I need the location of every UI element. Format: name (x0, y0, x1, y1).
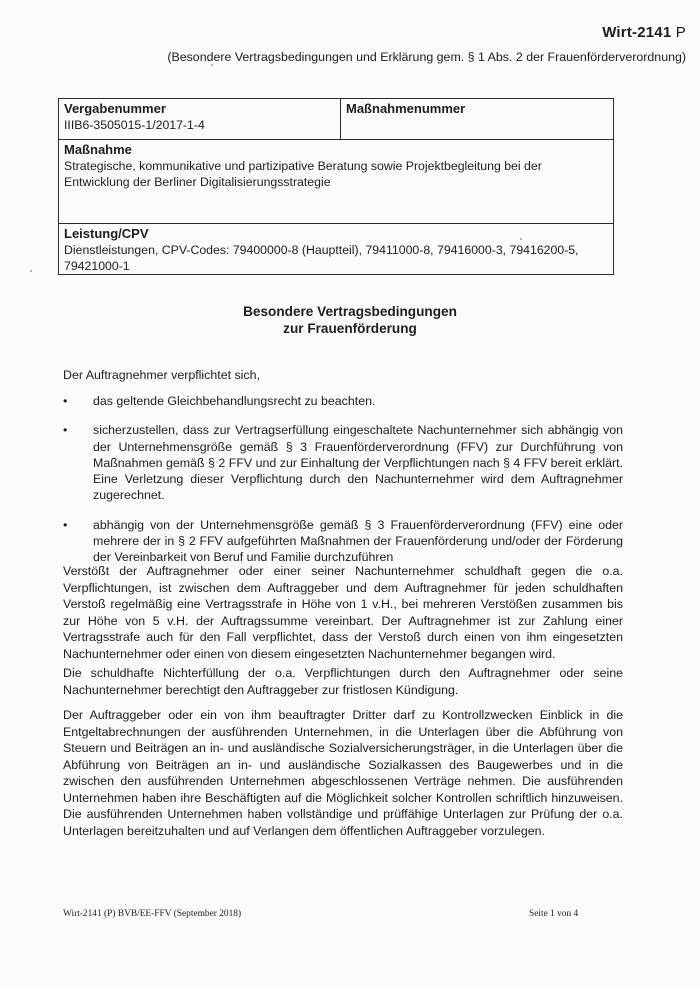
massnahme-label: Maßnahme (64, 142, 132, 157)
scan-speck (520, 238, 522, 240)
leistung-label: Leistung/CPV (64, 226, 149, 241)
massnahmen-label: Maßnahmenummer (346, 101, 466, 116)
section-heading-line2: zur Frauenförderung (283, 321, 417, 336)
info-row-service (59, 224, 614, 275)
list-item (63, 517, 623, 566)
list-item-text: das geltende Gleichbehandlungsrecht zu beachten. (93, 394, 376, 408)
form-id (602, 24, 686, 41)
info-table (58, 98, 614, 275)
termination-paragraph: Die schuldhafte Nichterfüllung der o.a. Verpflichtungen durch den Auftragnehmer oder seine Nachunternehmer berechtigt den Auftraggeber zur fristlosen Kündigung. (63, 666, 623, 697)
bullet-icon: • (63, 517, 68, 532)
massnahme-value: Strategische, kommunikative und partizipative Beratung sowie Projektbegleitung bei der Entwicklung der Berliner Digitalisierungsstrategie (64, 159, 542, 189)
vergabe-value: IIIB6-3505015-1/2017-1-4 (64, 118, 205, 132)
bullet-icon: • (63, 423, 68, 438)
section-heading-line1: Besondere Vertragsbedingungen (243, 304, 457, 319)
massnahme-cell (59, 140, 614, 224)
scan-speck (30, 270, 32, 272)
penalty-paragraph: Verstößt der Auftragnehmer oder einer seiner Nachunternehmer schuldhaft gegen die o.a. Verpflichtungen, ist zwischen dem Auftraggeber und dem Auftragnehmer für jeden schuldhaften Verstoß regelmäßig eine Vertragsstrafe in Höhe von 1 v.H., bei mehreren Verstößen zusammen bis zur Höhe von 5 v.H. der Auftragssumme vereinbart. Der Auftragnehmer ist zur Zahlung einer Vertragsstrafe auch für den Fall verpflichtet, dass der Verstoß durch einen von ihm eingesetzten Nachunternehmer oder einen von diesem eingesetzten Nachunternehmer begangen wird. (63, 564, 623, 661)
info-row-numbers (59, 99, 614, 140)
intro-text: Der Auftragnehmer verpflichtet sich, (63, 368, 260, 382)
info-row-measure (59, 140, 614, 224)
form-subtitle: (Besondere Vertragsbedingungen und Erklärung gem. § 1 Abs. 2 der Frauenförderverordnung) (167, 50, 686, 64)
scan-speck (211, 64, 213, 66)
form-id-suffix: P (675, 24, 686, 41)
list-item-text: abhängig von der Unternehmensgröße gemäß § 3 Frauenförderverordnung (FFV) eine oder mehrere der in § 2 FFV aufgeführten Maßnahmen der Frauenförderung und/oder der Förderung der Vereinbarkeit von Beruf und Familie durchzuführen (93, 517, 623, 565)
footer-page-number: Seite 1 von 4 (529, 909, 579, 919)
list-item-text: sicherzustellen, dass zur Vertragserfüllung eingeschaltete Nachunternehmer sich abhängig von der Unternehmensgröße gemäß § 3 Frauenförderverordnung (FFV) zur Durchführung von Maßnahmen gemäß § 2 FFV und zur Einhaltung der Verpflichtungen nach § 4 FFV bereit erklärt. Eine Verletzung dieser Verpflichtung durch den Nachunternehmer wird dem Auftragnehmer zugerechnet. (93, 423, 623, 503)
section-heading (0, 303, 700, 337)
leistung-cell (59, 224, 614, 275)
form-id-number: Wirt-2141 (602, 24, 672, 41)
list-item (63, 393, 623, 409)
footer-form-reference: Wirt-2141 (P) BVB/EE-FFV (September 2018) (63, 909, 242, 919)
leistung-value: Dienstleistungen, CPV-Codes: 79400000-8 (Hauptteil), 79411000-8, 79416000-3, 79416200-5, 79421000-1 (64, 243, 579, 273)
inspection-paragraph: Der Auftraggeber oder ein von ihm beauftragter Dritter darf zu Kontrollzwecken Einblick in die Entgeltabrechnungen der ausführenden Unternehmen, in die Unterlagen über die Abführung von Steuern und Beiträgen an in- und ausländische Sozialversicherungsträger, in die Unterlagen über die Abführung von Beiträgen an in- und ausländische Sozialkassen des Baugewerbes und in die zwischen den ausführenden Unternehmen abgeschlossenen Verträge nehmen. Die ausführenden Unternehmen haben ihre Beschäftigten auf die Möglichkeit solcher Kontrollen schriftlich hinzuweisen. Die ausführenden Unternehmen haben vollständige und prüffähige Unterlagen zur Prüfung der o.a. Unterlagen bereitzuhalten und auf Verlangen dem öffentlichen Auftraggeber vorzulegen. (63, 708, 623, 838)
vergabe-label: Vergabenummer (64, 101, 166, 116)
list-item (63, 422, 623, 503)
bullet-icon: • (63, 394, 68, 408)
vergabe-cell (59, 99, 341, 140)
massnahmen-cell (341, 99, 614, 140)
obligation-list (63, 393, 623, 579)
